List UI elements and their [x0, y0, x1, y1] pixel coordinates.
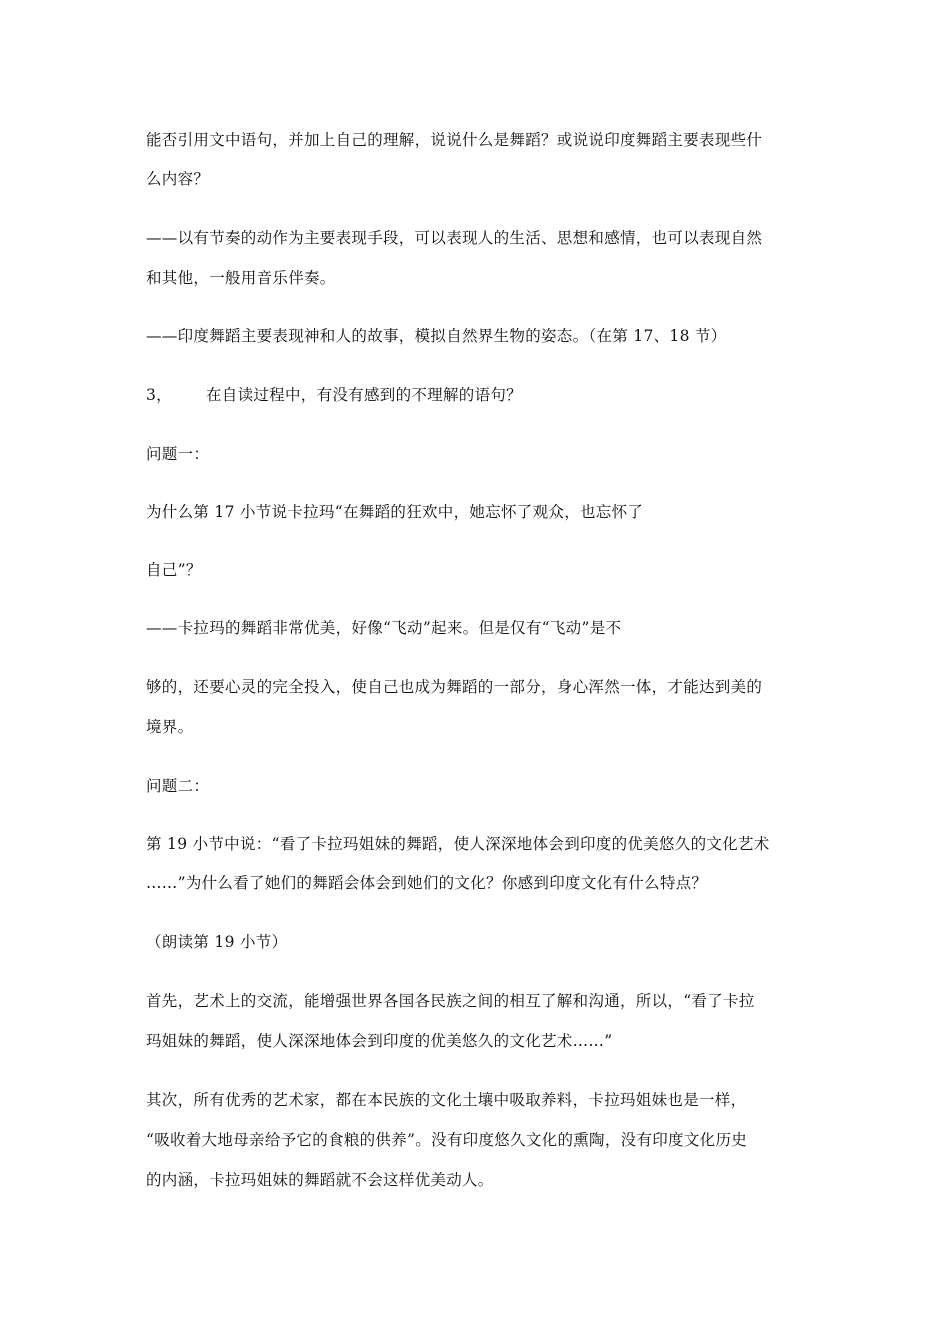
problem-1-heading: 问题一： — [146, 445, 210, 463]
answer-2b-line-1: 其次，所有优秀的艺术家，都在本民族的文化土壤中吸取养料，卡拉玛姐妹也是一样， — [146, 1091, 747, 1109]
answer-1-line-3: 境界。 — [146, 718, 194, 736]
reading-note: （朗读第 19 小节） — [146, 933, 288, 951]
answer-dance-line-2: 和其他，一般用音乐伴奏。 — [146, 269, 336, 287]
problem-2-line-1: 第 19 小节中说：“看了卡拉玛姐妹的舞蹈，使人深深地体会到印度的优美悠久的文化艺术 — [146, 835, 770, 853]
item-3-text: 在自读过程中，有没有感到的不理解的语句？ — [205, 386, 522, 404]
problem-1-line-1: 为什么第 17 小节说卡拉玛“在舞蹈的狂欢中，她忘怀了观众，也忘怀了 — [146, 503, 644, 521]
answer-2b-line-2: “吸收着大地母亲给予它的食粮的供养”。没有印度悠久文化的熏陶，没有印度文化历史 — [146, 1131, 748, 1149]
item-3-number: 3， — [146, 386, 172, 404]
answer-2a-line-2: 玛姐妹的舞蹈，使人深深地体会到印度的优美悠久的文化艺术……” — [146, 1032, 613, 1050]
problem-1-line-2: 自己”？ — [146, 561, 202, 579]
answer-dance-line-1: ——以有节奏的动作为主要表现手段，可以表现人的生活、思想和感情，也可以表现自然 — [146, 229, 763, 247]
question-line-1: 能否引用文中语句，并加上自己的理解，说说什么是舞蹈？或说说印度舞蹈主要表现些什 — [146, 131, 763, 149]
answer-1-line-2: 够的，还要心灵的完全投入，使自己也成为舞蹈的一部分，身心浑然一体，才能达到美的 — [146, 678, 763, 696]
item-3 — [146, 385, 522, 405]
question-line-2: 么内容？ — [146, 170, 210, 188]
problem-2-heading: 问题二： — [146, 777, 210, 795]
answer-1-line-1: ——卡拉玛的舞蹈非常优美，好像“飞动”起来。但是仅有“飞动”是不 — [146, 619, 622, 637]
answer-indian-dance-line: ——印度舞蹈主要表现神和人的故事，模拟自然界生物的姿态。（在第 17、18 节） — [146, 327, 727, 345]
answer-2a-line-1: 首先，艺术上的交流，能增强世界各国各民族之间的相互了解和沟通，所以，“看了卡拉 — [146, 992, 755, 1010]
problem-2-line-2: ……”为什么看了她们的舞蹈会体会到她们的文化？你感到印度文化有什么特点？ — [146, 874, 708, 892]
answer-2b-line-3: 的内涵，卡拉玛姐妹的舞蹈就不会这样优美动人。 — [146, 1171, 494, 1189]
